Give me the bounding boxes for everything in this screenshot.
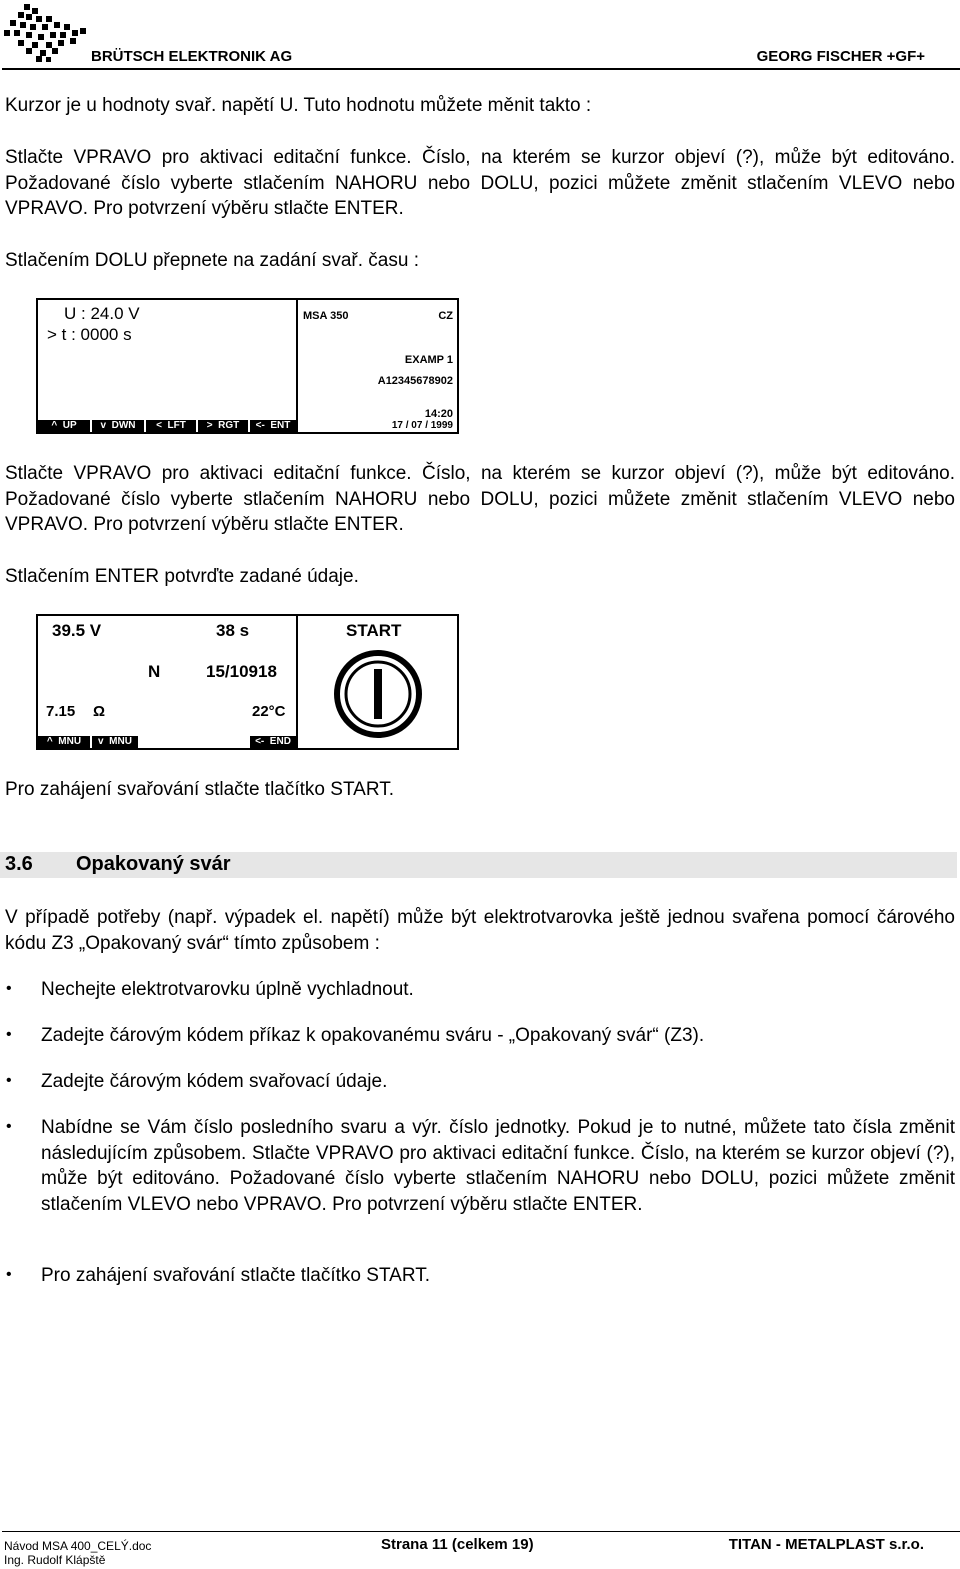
softkey-down: v DWN xyxy=(92,420,144,432)
bullet-marker: • xyxy=(6,980,12,997)
dotted-logo-icon xyxy=(2,2,90,64)
footer-author: Ing. Rudolf Klápště xyxy=(4,1553,106,1567)
header-rule xyxy=(2,68,960,70)
lcd-start-label: START xyxy=(346,621,402,640)
footer-company: TITAN - METALPLAST s.r.o. xyxy=(728,1536,924,1553)
list-item: Pro zahájení svařování stlačte tlačítko START. xyxy=(41,1265,430,1286)
lcd-model: MSA 350 xyxy=(303,310,349,322)
lcd-clock: 14:20 xyxy=(424,408,453,420)
lcd-divider xyxy=(296,616,298,748)
softkey-up: ^ UP xyxy=(38,420,90,432)
bullet-marker: • xyxy=(6,1266,12,1283)
paragraph-confirm-enter: Stlačením ENTER potvrďte zadané údaje. xyxy=(5,566,359,587)
bullet-marker: • xyxy=(6,1026,12,1043)
footer-filename: Návod MSA 400_CELÝ.doc xyxy=(4,1539,152,1553)
power-start-icon xyxy=(333,649,423,739)
lcd-ohm-unit: Ω xyxy=(93,703,106,720)
lcd-seconds: 38 s xyxy=(216,621,250,640)
list-item: Nabídne se Vám číslo posledního svaru a výr. číslo jednotky. Pokud je to nutné, můžete tato čísla změnit následujícím způsobem. Stlačte VPRAVO pro aktivaci editační funkce. Číslo, na kterém se kurzor objeví (?), může být editováno. Požadované číslo vyberte stlačením NAHORU nebo DOLU, pozici můžete změnit stlačením VLEVO nebo VPRAVO. Pro potvrzení výběru stlačte ENTER. xyxy=(41,1117,955,1215)
paragraph-repeat-weld-intro: V případě potřeby (např. výpadek el. napětí) může být elektrotvarovka ještě jednou svařena pomocí čárového kódu Z3 „Opakovaný svár“ tímto způsobem : xyxy=(5,907,955,954)
lcd-n-label: N xyxy=(148,662,161,681)
lcd-divider xyxy=(296,300,298,432)
lcd-date: 17 / 07 / 1999 xyxy=(391,420,453,431)
paragraph-cursor-voltage: Kurzor je u hodnoty svař. napětí U. Tuto hodnotu můžete měnit takto : xyxy=(5,95,592,116)
lcd-temperature: 22°C xyxy=(252,703,286,720)
list-item: Nechejte elektrotvarovku úplně vychladnout. xyxy=(41,979,414,1000)
lcd-serial: A12345678902 xyxy=(377,375,453,387)
paragraph-edit-instructions: Stlačte VPRAVO pro aktivaci editační funkce. Číslo, na kterém se kurzor objeví (?), může být editováno. Požadované číslo vyberte stlačením NAHORU nebo DOLU, pozici můžete změnit stlačením VLEVO nebo VPRAVO. Pro potvrzení výběru stlačte ENTER. xyxy=(5,147,955,219)
lcd-language: CZ xyxy=(438,310,453,322)
softkey-enter: <- ENT xyxy=(250,420,296,432)
lcd-voltage: 39.5 V xyxy=(52,621,102,640)
lcd-example: EXAMP 1 xyxy=(404,354,453,366)
section-number: 3.6 xyxy=(5,853,33,875)
lcd-time-line: > t : 0000 s xyxy=(47,325,132,344)
paragraph-switch-time: Stlačením DOLU přepnete na zadání svař. času : xyxy=(5,250,419,271)
softkey-right: > RGT xyxy=(198,420,248,432)
list-item: Zadejte čárovým kódem příkaz k opakovanému sváru - „Opakovaný svár“ (Z3). xyxy=(41,1025,705,1046)
softkey-menu-down: v MNU xyxy=(92,736,138,748)
lcd-voltage-line: U : 24.0 V xyxy=(64,304,140,323)
bullet-marker: • xyxy=(6,1072,12,1089)
section-title: Opakovaný svár xyxy=(76,853,231,875)
paragraph-start-welding: Pro zahájení svařování stlačte tlačítko START. xyxy=(5,779,394,800)
paragraph-edit-instructions-2: Stlačte VPRAVO pro aktivaci editační funkce. Číslo, na kterém se kurzor objeví (?), může být editováno. Požadované číslo vyberte stlačením NAHORU nebo DOLU, pozici můžete změnit stlačením VLEVO nebo VPRAVO. Pro potvrzení výběru stlačte ENTER. xyxy=(5,463,955,535)
softkey-left: < LFT xyxy=(146,420,196,432)
list-item: Zadejte čárovým kódem svařovací údaje. xyxy=(41,1071,388,1092)
lcd-resistance: 7.15 xyxy=(46,703,76,720)
header-company-right: GEORG FISCHER +GF+ xyxy=(756,48,925,65)
bullet-marker: • xyxy=(6,1118,12,1135)
softkey-menu-up: ^ MNU xyxy=(38,736,90,748)
softkey-end: <- END xyxy=(250,736,296,748)
lcd-screen-voltage-time xyxy=(36,298,459,434)
header-company-left: BRÜTSCH ELEKTRONIK AG xyxy=(91,48,293,65)
footer-rule xyxy=(2,1531,960,1532)
lcd-counter: 15/10918 xyxy=(206,662,277,681)
footer-page-number: Strana 11 (celkem 19) xyxy=(381,1536,534,1553)
lcd-screen-start xyxy=(36,614,459,750)
